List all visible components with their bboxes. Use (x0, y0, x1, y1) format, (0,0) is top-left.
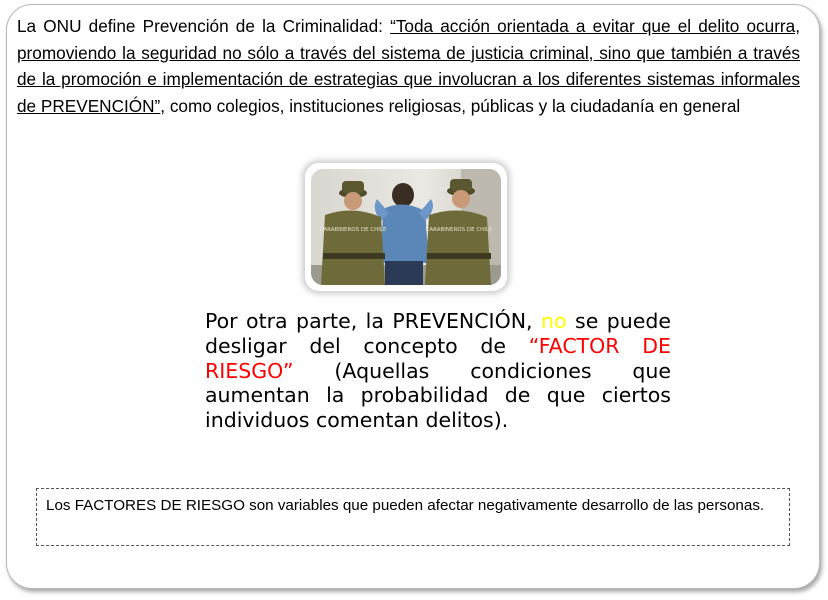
onu-definition-quote: “Toda acción orientada a evitar que el delito ocurra, promoviendo la seguridad no sólo a través del sistema de justicia criminal, sino que también a través de la promoción e implementación de estrategias que involucran a los diferentes sistemas informales de PREVENCIÓN” (17, 16, 800, 116)
factor-de-riesgo-highlight: “FACTOR DE RIESGO” (205, 333, 671, 383)
intro-tail: , como colegios, instituciones religiosas, públicas y la ciudadanía en general (160, 95, 741, 116)
badge-right-text: CARABINEROS DE CHILE (425, 227, 493, 233)
intro-paragraph (17, 13, 800, 119)
prevention-part1: Por otra parte, la PREVENCIÓN, (205, 309, 542, 333)
prevention-part2: se puede desligar del concepto de (205, 309, 671, 358)
photo-frame (305, 163, 507, 291)
risk-factors-box (36, 488, 790, 546)
badge-left-text: CARABINEROS DE CHILE (319, 227, 387, 233)
prevention-part3: (Aquellas condiciones que aumentan la probabilidad de que ciertos individuos comentan delitos). (205, 358, 671, 433)
prevention-paragraph (205, 309, 671, 433)
risk-factors-text: Los FACTORES DE RIESGO son variables que pueden afectar negativamente desarrollo de las personas. (46, 497, 765, 514)
highlight-no: no (541, 309, 567, 333)
intro-lead: La ONU define Prevención de la Criminalidad: (17, 16, 391, 36)
police-arrest-photo (311, 169, 501, 285)
